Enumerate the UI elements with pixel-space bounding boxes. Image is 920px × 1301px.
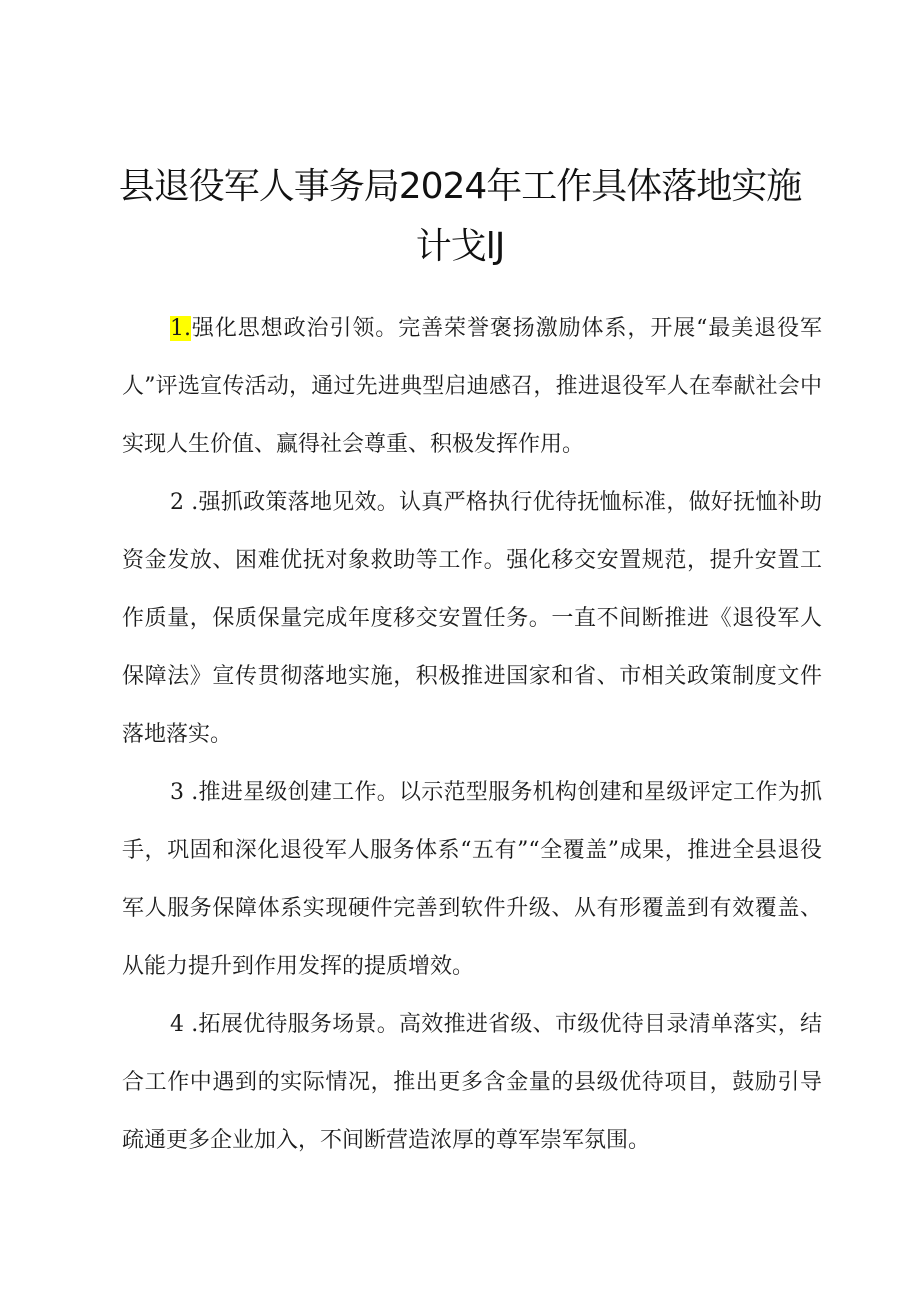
- paragraph-number: 4 .: [170, 1012, 199, 1037]
- paragraph-3: [122, 764, 822, 996]
- paragraph-text: 推进星级创建工作。以示范型服务机构创建和星级评定工作为抓手，巩固和深化退役军人服务体系“五有”“全覆盖”成果，推进全县退役军人服务保障体系实现硬件完善到软件升级、从有形覆盖到有效覆盖、从能力提升到作用发挥的提质增效。: [122, 780, 822, 979]
- paragraph-number-highlighted: 1.: [170, 316, 191, 341]
- document-title-line-1: 县退役军人事务局2024年工作具体落地实施: [118, 166, 802, 207]
- paragraph-2: [122, 474, 822, 764]
- paragraph-1: [122, 300, 822, 474]
- paragraph-text: 拓展优待服务场景。高效推进省级、市级优待目录清单落实，结合工作中遇到的实际情况，推出更多含金量的县级优待项目，鼓励引导疏通更多企业加入，不间断营造浓厚的尊军崇军氛围。: [122, 1012, 822, 1153]
- document-title-line-2: 计戈lJ: [415, 226, 505, 267]
- document-body: [122, 300, 822, 1170]
- paragraph-text: 强化思想政治引领。完善荣誉褒扬激励体系，开展“最美退役军人”评选宣传活动，通过先进典型启迪感召，推进退役军人在奉献社会中实现人生价值、赢得社会尊重、积极发挥作用。: [122, 316, 822, 457]
- paragraph-4: [122, 996, 822, 1170]
- paragraph-text: 强抓政策落地见效。认真严格执行优待抚恤标准，做好抚恤补助资金发放、困难优抚对象救助等工作。强化移交安置规范，提升安置工作质量，保质保量完成年度移交安置任务。一直不间断推进《退役军人保障法》宣传贯彻落地实施，积极推进国家和省、市相关政策制度文件落地落实。: [122, 490, 822, 747]
- paragraph-number: 2 .: [170, 490, 199, 515]
- paragraph-number: 3 .: [170, 780, 199, 805]
